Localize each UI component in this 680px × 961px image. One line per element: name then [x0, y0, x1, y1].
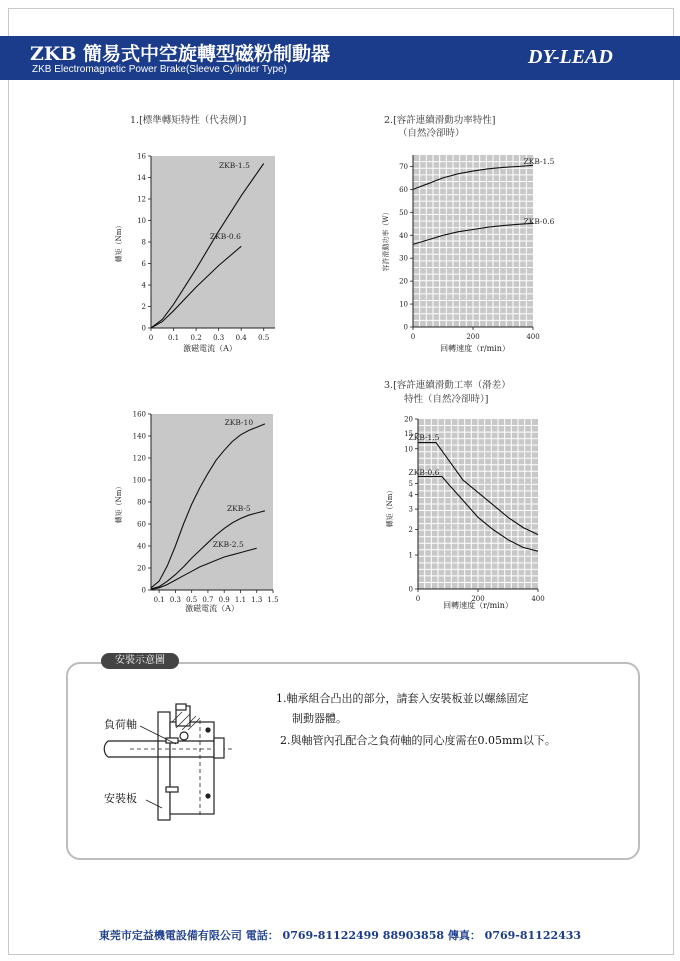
y-tick-label: 5 — [408, 480, 413, 489]
y-tick-label: 60 — [137, 520, 146, 529]
x-tick-label: 0.4 — [235, 334, 247, 342]
x-axis-label: 激磁電流（A） — [183, 344, 237, 353]
y-tick-label: 10 — [404, 445, 413, 454]
label-mounting-plate: 安裝板 — [104, 792, 137, 805]
y-tick-label: 0 — [403, 323, 408, 332]
y-tick-label: 80 — [137, 498, 146, 507]
y-tick-label: 6 — [141, 260, 146, 268]
x-tick-label: 200 — [471, 595, 485, 603]
x-tick-label: 0.2 — [190, 334, 202, 342]
y-tick-label: 3 — [408, 505, 413, 514]
y-tick-label: 40 — [137, 542, 146, 551]
chart1-title: 1.[標準轉矩特性（代表例）] — [130, 115, 247, 126]
y-tick-label: 4 — [141, 281, 146, 290]
y-tick-label: 0 — [141, 324, 146, 333]
series-label-zkb-10: ZKB-10 — [224, 418, 254, 427]
chart2-title-line1: 2.[容許連續滑動功率特性] — [384, 115, 496, 126]
x-tick-label: 400 — [526, 333, 540, 341]
y-tick-label: 10 — [137, 217, 146, 225]
x-axis-label: 回轉速度（r/min） — [440, 344, 510, 353]
series-label-zkb-0.6: ZKB-0.6 — [408, 468, 440, 478]
y-axis-label: 轉矩（Nm） — [386, 486, 394, 528]
y-tick-label: 100 — [132, 476, 146, 485]
label-load-shaft: 負荷軸 — [104, 718, 137, 731]
x-axis-label: 回轉速度（r/min） — [443, 601, 513, 610]
x-tick-label: 0.1 — [167, 334, 180, 342]
y-tick-label: 1 — [408, 551, 413, 560]
brand-logo: DY-LEAD — [528, 46, 613, 68]
series-label-zkb-2.5: ZKB-2.5 — [212, 540, 244, 550]
y-tick-label: 140 — [132, 432, 146, 441]
y-tick-label: 0 — [141, 586, 146, 595]
y-tick-label: 120 — [132, 454, 146, 463]
x-tick-label: 400 — [531, 595, 545, 603]
y-tick-label: 10 — [399, 300, 408, 309]
x-tick-label: 0 — [410, 333, 416, 341]
series-label-zkb-1.5: ZKB-1.5 — [408, 433, 440, 443]
chart3-title-line1: 3.[容許連續滑動工率（滑差） — [384, 380, 511, 391]
y-tick-label: 160 — [132, 410, 146, 419]
y-tick-label: 70 — [399, 162, 408, 171]
y-tick-label: 4 — [408, 491, 413, 500]
page-title: ZKB 簡易式中空旋轉型磁粉制動器 — [30, 43, 331, 65]
x-tick-label: 0.1 — [153, 596, 165, 604]
plot-area — [151, 156, 275, 328]
y-tick-label: 30 — [399, 254, 408, 263]
series-label-zkb-0.6: ZKB-0.6 — [209, 231, 241, 241]
x-tick-label: 0 — [415, 595, 421, 603]
x-tick-label: 0.9 — [218, 596, 230, 604]
chart-slip-torque — [385, 416, 545, 611]
y-tick-label: 15 — [404, 429, 413, 438]
y-tick-label: 14 — [137, 174, 146, 182]
install-note-1a: 1.軸承組合凸出的部分，請套入安裝板並以螺絲固定 — [276, 692, 529, 705]
x-tick-label: 1.5 — [267, 596, 279, 604]
footer-contact: 東莞市定益機電設備有限公司 電話： 0769-81122499 88903858 傳真： 0769-81122433 — [98, 929, 582, 942]
y-tick-label: 40 — [399, 231, 408, 240]
y-tick-label: 2 — [141, 303, 146, 311]
chart2-title-line2: （自然冷卻時） — [398, 128, 465, 139]
y-tick-label: 20 — [399, 277, 408, 286]
chart-slip-power — [381, 155, 555, 353]
x-tick-label: 0.5 — [258, 334, 270, 342]
series-label-zkb-0.6: ZKB-0.6 — [523, 216, 555, 226]
series-label-zkb-5: ZKB-5 — [226, 503, 251, 513]
install-note-1b: 制動器體。 — [292, 712, 347, 725]
x-tick-label: 0.5 — [186, 596, 198, 604]
x-tick-label: 0.3 — [169, 596, 181, 604]
x-tick-label: 0 — [148, 334, 154, 342]
x-tick-label: 0.3 — [213, 334, 225, 342]
y-tick-label: 20 — [404, 415, 413, 424]
y-axis-label: 轉矩（Nm） — [115, 221, 123, 263]
x-tick-label: 200 — [466, 333, 480, 341]
y-tick-label: 16 — [137, 152, 146, 161]
series-label-zkb-1.5: ZKB-1.5 — [218, 160, 250, 170]
y-axis-label: 容許滑動功率（W） — [382, 208, 390, 272]
y-tick-label: 60 — [399, 185, 408, 194]
page-subtitle: ZKB Electromagnetic Power Brake(Sleeve Cylinder Type) — [32, 64, 287, 75]
x-tick-label: 0.7 — [202, 596, 214, 604]
x-axis-label: 激磁電流（A） — [185, 604, 239, 613]
plot-area — [151, 414, 273, 590]
series-label-zkb-1.5: ZKB-1.5 — [523, 157, 555, 167]
install-tag: 安裝示意圖 — [101, 653, 179, 669]
y-tick-label: 50 — [399, 208, 408, 217]
y-tick-label: 8 — [141, 238, 146, 247]
y-tick-label: 20 — [137, 564, 146, 573]
install-note-2: 2.與軸管內孔配合之負荷軸的同心度需在0.05mm以下。 — [280, 734, 556, 747]
chart-torque-large — [114, 411, 279, 614]
chart-torque-small — [114, 153, 275, 354]
chart3-title-line2: 特性（自然冷卻時）] — [404, 394, 489, 405]
y-axis-label: 轉矩（Nm） — [115, 482, 123, 524]
y-tick-label: 2 — [408, 526, 413, 534]
x-tick-label: 1.1 — [234, 596, 247, 604]
x-tick-label: 1.3 — [251, 596, 263, 604]
y-tick-label: 12 — [137, 195, 146, 204]
y-tick-label: 0 — [408, 585, 413, 594]
